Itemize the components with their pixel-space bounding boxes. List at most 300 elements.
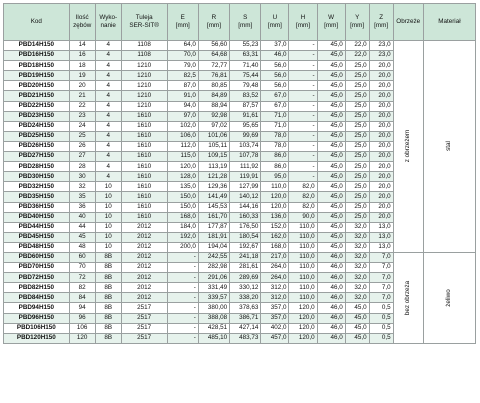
cell-tuleja: 1108 [121, 41, 167, 51]
column-header-w [317, 4, 345, 41]
cell-r: 145,53 [198, 202, 229, 212]
cell-e: - [167, 303, 198, 313]
column-header-kod [4, 4, 70, 41]
cell-e: 150,0 [167, 202, 198, 212]
cell-ilosc-zebow: 48 [69, 242, 95, 252]
cell-s: 281,61 [230, 263, 261, 273]
cell-kod: PBD40H150 [4, 212, 70, 222]
cell-u: 71,0 [261, 111, 289, 121]
cell-ilosc-zebow: 40 [69, 212, 95, 222]
cell-ilosc-zebow: 16 [69, 51, 95, 61]
cell-w: 45,0 [317, 222, 345, 232]
cell-ilosc-zebow: 32 [69, 182, 95, 192]
cell-kod: PBD96H150 [4, 313, 70, 323]
cell-s: 71,40 [230, 61, 261, 71]
column-header-ilosc-zebow [69, 4, 95, 41]
cell-s: 180,54 [230, 232, 261, 242]
cell-kod: PBD60H150 [4, 252, 70, 262]
cell-h: 110,0 [289, 273, 317, 283]
cell-r: 161,70 [198, 212, 229, 222]
cell-kod: PBD23H150 [4, 111, 70, 121]
cell-tuleja: 2012 [121, 293, 167, 303]
cell-h: 110,0 [289, 222, 317, 232]
cell-z: 23,0 [369, 51, 393, 61]
cell-tuleja: 1610 [121, 202, 167, 212]
cell-wykonanie: 4 [95, 81, 121, 91]
cell-z: 20,0 [369, 141, 393, 151]
cell-y: 25,0 [345, 101, 369, 111]
cell-s: 87,57 [230, 101, 261, 111]
cell-e: 70,0 [167, 51, 198, 61]
column-header-label: Y [355, 13, 360, 21]
cell-z: 20,0 [369, 71, 393, 81]
cell-kod: PBD30H150 [4, 172, 70, 182]
cell-y: 32,0 [345, 283, 369, 293]
cell-tuleja: 1610 [121, 162, 167, 172]
cell-wykonanie: 4 [95, 172, 121, 182]
cell-z: 7,0 [369, 273, 393, 283]
cell-wykonanie: 4 [95, 71, 121, 81]
cell-s: 140,12 [230, 192, 261, 202]
cell-ilosc-zebow: 70 [69, 263, 95, 273]
cell-u: 78,0 [261, 131, 289, 141]
column-header-r [198, 4, 229, 41]
column-header-label: E [180, 13, 185, 21]
cell-ilosc-zebow: 96 [69, 313, 95, 323]
cell-tuleja: 2517 [121, 323, 167, 333]
cell-r: 72,77 [198, 61, 229, 71]
cell-u: 37,0 [261, 41, 289, 51]
cell-ilosc-zebow: 35 [69, 192, 95, 202]
cell-w: 46,0 [317, 252, 345, 262]
cell-s: 63,31 [230, 51, 261, 61]
cell-z: 0,5 [369, 303, 393, 313]
cell-h: - [289, 61, 317, 71]
cell-tuleja: 2012 [121, 242, 167, 252]
cell-h: 110,0 [289, 283, 317, 293]
cell-y: 25,0 [345, 111, 369, 121]
cell-kod: PBD14H150 [4, 41, 70, 51]
cell-wykonanie: 8B [95, 252, 121, 262]
group-cell-material [423, 252, 475, 343]
column-header-s [230, 4, 261, 41]
cell-z: 7,0 [369, 252, 393, 262]
group-cell-obrzeze [393, 41, 423, 253]
cell-u: 312,0 [261, 283, 289, 293]
group-label: z obrzeżem [404, 130, 412, 163]
column-header-unit: [mm] [324, 22, 339, 29]
cell-ilosc-zebow: 30 [69, 172, 95, 182]
cell-ilosc-zebow: 45 [69, 232, 95, 242]
cell-kod: PBD120H150 [4, 333, 70, 343]
cell-kod: PBD35H150 [4, 192, 70, 202]
cell-w: 45,0 [317, 232, 345, 242]
cell-kod: PBD20H150 [4, 81, 70, 91]
cell-h: - [289, 51, 317, 61]
cell-y: 32,0 [345, 242, 369, 252]
cell-y: 25,0 [345, 152, 369, 162]
cell-ilosc-zebow: 72 [69, 273, 95, 283]
cell-z: 20,0 [369, 202, 393, 212]
cell-wykonanie: 4 [95, 111, 121, 121]
cell-h: 120,0 [289, 313, 317, 323]
group-label: bez obrzeża [404, 280, 412, 316]
cell-s: 192,67 [230, 242, 261, 252]
cell-u: 86,0 [261, 162, 289, 172]
cell-u: 110,0 [261, 182, 289, 192]
cell-z: 7,0 [369, 293, 393, 303]
column-header-unit: zębów [73, 22, 92, 29]
cell-s: 91,61 [230, 111, 261, 121]
cell-u: 264,0 [261, 263, 289, 273]
cell-ilosc-zebow: 24 [69, 121, 95, 131]
cell-ilosc-zebow: 44 [69, 222, 95, 232]
cell-e: 135,0 [167, 182, 198, 192]
column-header-label: Obrzeże [396, 17, 421, 25]
cell-z: 20,0 [369, 152, 393, 162]
cell-w: 46,0 [317, 303, 345, 313]
column-header-unit: [mm] [350, 22, 365, 29]
cell-tuleja: 2012 [121, 232, 167, 242]
cell-w: 45,0 [317, 162, 345, 172]
cell-e: 150,0 [167, 192, 198, 202]
cell-w: 45,0 [317, 81, 345, 91]
cell-ilosc-zebow: 84 [69, 293, 95, 303]
cell-e: - [167, 333, 198, 343]
cell-s: 289,69 [230, 273, 261, 283]
cell-w: 46,0 [317, 313, 345, 323]
cell-e: 115,0 [167, 152, 198, 162]
cell-e: - [167, 283, 198, 293]
column-header-label: Kod [30, 17, 42, 25]
cell-y: 32,0 [345, 252, 369, 262]
cell-wykonanie: 10 [95, 222, 121, 232]
cell-u: 71,0 [261, 121, 289, 131]
column-header-y [345, 4, 369, 41]
cell-w: 45,0 [317, 121, 345, 131]
cell-y: 32,0 [345, 273, 369, 283]
cell-y: 25,0 [345, 162, 369, 172]
cell-z: 13,0 [369, 242, 393, 252]
cell-z: 7,0 [369, 263, 393, 273]
cell-wykonanie: 4 [95, 51, 121, 61]
cell-ilosc-zebow: 14 [69, 41, 95, 51]
cell-ilosc-zebow: 21 [69, 91, 95, 101]
cell-z: 20,0 [369, 131, 393, 141]
cell-kod: PBD44H150 [4, 222, 70, 232]
cell-y: 22,0 [345, 41, 369, 51]
cell-s: 75,44 [230, 71, 261, 81]
cell-e: - [167, 273, 198, 283]
cell-e: 64,0 [167, 41, 198, 51]
column-header-tuleja [121, 4, 167, 41]
cell-e: - [167, 323, 198, 333]
cell-z: 13,0 [369, 232, 393, 242]
cell-kod: PBD106H150 [4, 323, 70, 333]
cell-ilosc-zebow: 60 [69, 252, 95, 262]
cell-u: 264,0 [261, 273, 289, 283]
cell-s: 427,14 [230, 323, 261, 333]
cell-r: 428,51 [198, 323, 229, 333]
cell-kod: PBD84H150 [4, 293, 70, 303]
cell-e: 192,0 [167, 232, 198, 242]
cell-w: 46,0 [317, 293, 345, 303]
cell-w: 45,0 [317, 212, 345, 222]
cell-kod: PBD25H150 [4, 131, 70, 141]
cell-h: 82,0 [289, 192, 317, 202]
cell-s: 55,23 [230, 41, 261, 51]
cell-r: 388,08 [198, 313, 229, 323]
cell-h: 120,0 [289, 323, 317, 333]
cell-z: 20,0 [369, 162, 393, 172]
cell-ilosc-zebow: 106 [69, 323, 95, 333]
cell-s: 144,16 [230, 202, 261, 212]
cell-w: 45,0 [317, 182, 345, 192]
column-header-unit: [mm] [296, 22, 311, 29]
cell-kod: PBD32H150 [4, 182, 70, 192]
cell-tuleja: 2012 [121, 273, 167, 283]
cell-tuleja: 1610 [121, 182, 167, 192]
cell-tuleja: 2012 [121, 252, 167, 262]
table-body [4, 41, 476, 344]
cell-y: 25,0 [345, 91, 369, 101]
column-header-unit: [mm] [175, 22, 190, 29]
cell-wykonanie: 4 [95, 41, 121, 51]
cell-r: 141,49 [198, 192, 229, 202]
cell-wykonanie: 4 [95, 152, 121, 162]
cell-e: - [167, 263, 198, 273]
cell-w: 45,0 [317, 71, 345, 81]
cell-wykonanie: 4 [95, 101, 121, 111]
cell-ilosc-zebow: 25 [69, 131, 95, 141]
cell-w: 46,0 [317, 323, 345, 333]
cell-s: 176,50 [230, 222, 261, 232]
cell-ilosc-zebow: 18 [69, 61, 95, 71]
cell-s: 338,20 [230, 293, 261, 303]
cell-u: 46,0 [261, 51, 289, 61]
cell-h: 110,0 [289, 293, 317, 303]
cell-h: - [289, 111, 317, 121]
cell-y: 25,0 [345, 182, 369, 192]
column-header-label: Z [379, 13, 384, 21]
cell-r: 242,55 [198, 252, 229, 262]
cell-e: - [167, 313, 198, 323]
cell-w: 45,0 [317, 172, 345, 182]
cell-r: 380,00 [198, 303, 229, 313]
cell-wykonanie: 8B [95, 293, 121, 303]
cell-r: 109,15 [198, 152, 229, 162]
cell-r: 485,10 [198, 333, 229, 343]
column-header-label: S [243, 13, 248, 21]
cell-tuleja: 1610 [121, 121, 167, 131]
cell-kod: PBD26H150 [4, 141, 70, 151]
cell-e: 79,0 [167, 61, 198, 71]
cell-z: 20,0 [369, 172, 393, 182]
cell-w: 45,0 [317, 242, 345, 252]
cell-w: 45,0 [317, 101, 345, 111]
cell-z: 20,0 [369, 182, 393, 192]
cell-tuleja: 1610 [121, 192, 167, 202]
column-header-unit: [mm] [374, 22, 389, 29]
cell-h: - [289, 172, 317, 182]
column-header-h [289, 4, 317, 41]
cell-z: 20,0 [369, 81, 393, 91]
cell-e: 128,0 [167, 172, 198, 182]
cell-r: 291,06 [198, 273, 229, 283]
table-row [4, 252, 476, 262]
catalog-table-container [3, 3, 476, 344]
cell-ilosc-zebow: 28 [69, 162, 95, 172]
cell-h: 110,0 [289, 263, 317, 273]
column-header-unit: nanie [100, 22, 116, 29]
cell-r: 56,60 [198, 41, 229, 51]
cell-h: 120,0 [289, 333, 317, 343]
cell-r: 282,98 [198, 263, 229, 273]
column-header-label: Materiał [438, 17, 461, 25]
cell-y: 25,0 [345, 141, 369, 151]
cell-u: 120,0 [261, 192, 289, 202]
cell-wykonanie: 4 [95, 91, 121, 101]
cell-wykonanie: 4 [95, 131, 121, 141]
cell-z: 20,0 [369, 212, 393, 222]
cell-r: 331,49 [198, 283, 229, 293]
cell-u: 56,0 [261, 81, 289, 91]
cell-e: 168,0 [167, 212, 198, 222]
cell-tuleja: 1610 [121, 152, 167, 162]
cell-kod: PBD28H150 [4, 162, 70, 172]
cell-y: 45,0 [345, 303, 369, 313]
cell-s: 241,18 [230, 252, 261, 262]
cell-r: 181,91 [198, 232, 229, 242]
cell-u: 67,0 [261, 101, 289, 111]
cell-h: - [289, 121, 317, 131]
cell-tuleja: 1210 [121, 81, 167, 91]
cell-wykonanie: 10 [95, 242, 121, 252]
cell-wykonanie: 4 [95, 61, 121, 71]
cell-h: 120,0 [289, 303, 317, 313]
cell-s: 95,65 [230, 121, 261, 131]
cell-w: 45,0 [317, 131, 345, 141]
column-header-u [261, 4, 289, 41]
column-header-label: Wyko- [99, 13, 118, 21]
cell-wykonanie: 8B [95, 273, 121, 283]
cell-tuleja: 2517 [121, 303, 167, 313]
cell-tuleja: 1610 [121, 212, 167, 222]
cell-wykonanie: 10 [95, 212, 121, 222]
cell-w: 45,0 [317, 51, 345, 61]
cell-u: 357,0 [261, 313, 289, 323]
cell-r: 113,19 [198, 162, 229, 172]
header-row [4, 4, 476, 41]
cell-wykonanie: 10 [95, 202, 121, 212]
cell-u: 217,0 [261, 252, 289, 262]
cell-kod: PBD72H150 [4, 273, 70, 283]
cell-r: 194,04 [198, 242, 229, 252]
cell-z: 20,0 [369, 61, 393, 71]
cell-wykonanie: 8B [95, 323, 121, 333]
cell-tuleja: 1610 [121, 111, 167, 121]
cell-wykonanie: 10 [95, 182, 121, 192]
cell-e: 184,0 [167, 222, 198, 232]
cell-e: 94,0 [167, 101, 198, 111]
cell-s: 99,69 [230, 131, 261, 141]
cell-y: 25,0 [345, 192, 369, 202]
cell-e: 112,0 [167, 141, 198, 151]
cell-kod: PBD22H150 [4, 101, 70, 111]
cell-tuleja: 2012 [121, 222, 167, 232]
group-label: stal [445, 141, 453, 152]
cell-w: 45,0 [317, 152, 345, 162]
cell-kod: PBD82H150 [4, 283, 70, 293]
cell-tuleja: 2517 [121, 333, 167, 343]
cell-y: 25,0 [345, 121, 369, 131]
cell-e: 87,0 [167, 81, 198, 91]
cell-y: 25,0 [345, 71, 369, 81]
cell-s: 160,33 [230, 212, 261, 222]
cell-y: 45,0 [345, 333, 369, 343]
cell-wykonanie: 4 [95, 162, 121, 172]
cell-y: 32,0 [345, 222, 369, 232]
cell-kod: PBD45H150 [4, 232, 70, 242]
cell-tuleja: 1108 [121, 51, 167, 61]
cell-u: 67,0 [261, 91, 289, 101]
cell-w: 46,0 [317, 333, 345, 343]
column-header-label: R [211, 13, 217, 21]
cell-y: 32,0 [345, 232, 369, 242]
cell-w: 45,0 [317, 192, 345, 202]
cell-e: 82,5 [167, 71, 198, 81]
cell-tuleja: 1210 [121, 71, 167, 81]
cell-h: - [289, 141, 317, 151]
cell-u: 357,0 [261, 303, 289, 313]
cell-z: 0,5 [369, 313, 393, 323]
cell-z: 0,5 [369, 323, 393, 333]
cell-y: 32,0 [345, 263, 369, 273]
cell-s: 103,74 [230, 141, 261, 151]
cell-wykonanie: 8B [95, 283, 121, 293]
cell-ilosc-zebow: 36 [69, 202, 95, 212]
cell-s: 79,48 [230, 81, 261, 91]
cell-y: 32,0 [345, 293, 369, 303]
cell-z: 20,0 [369, 121, 393, 131]
cell-e: 106,0 [167, 131, 198, 141]
cell-kod: PBD19H150 [4, 71, 70, 81]
cell-u: 168,0 [261, 242, 289, 252]
cell-y: 25,0 [345, 81, 369, 91]
cell-y: 45,0 [345, 323, 369, 333]
column-header-label: Tuleja [135, 13, 153, 21]
cell-u: 78,0 [261, 141, 289, 151]
cell-y: 25,0 [345, 61, 369, 71]
cell-s: 330,12 [230, 283, 261, 293]
cell-ilosc-zebow: 23 [69, 111, 95, 121]
cell-y: 45,0 [345, 313, 369, 323]
cell-h: 90,0 [289, 212, 317, 222]
cell-r: 88,94 [198, 101, 229, 111]
cell-kod: PBD36H150 [4, 202, 70, 212]
cell-z: 0,5 [369, 333, 393, 343]
cell-ilosc-zebow: 82 [69, 283, 95, 293]
cell-h: 82,0 [289, 202, 317, 212]
cell-r: 129,36 [198, 182, 229, 192]
column-header-unit: [mm] [238, 22, 253, 29]
cell-h: - [289, 71, 317, 81]
cell-ilosc-zebow: 120 [69, 333, 95, 343]
cell-tuleja: 1210 [121, 61, 167, 71]
column-header-unit: [mm] [267, 22, 282, 29]
cell-w: 46,0 [317, 263, 345, 273]
column-header-label: U [272, 13, 278, 21]
